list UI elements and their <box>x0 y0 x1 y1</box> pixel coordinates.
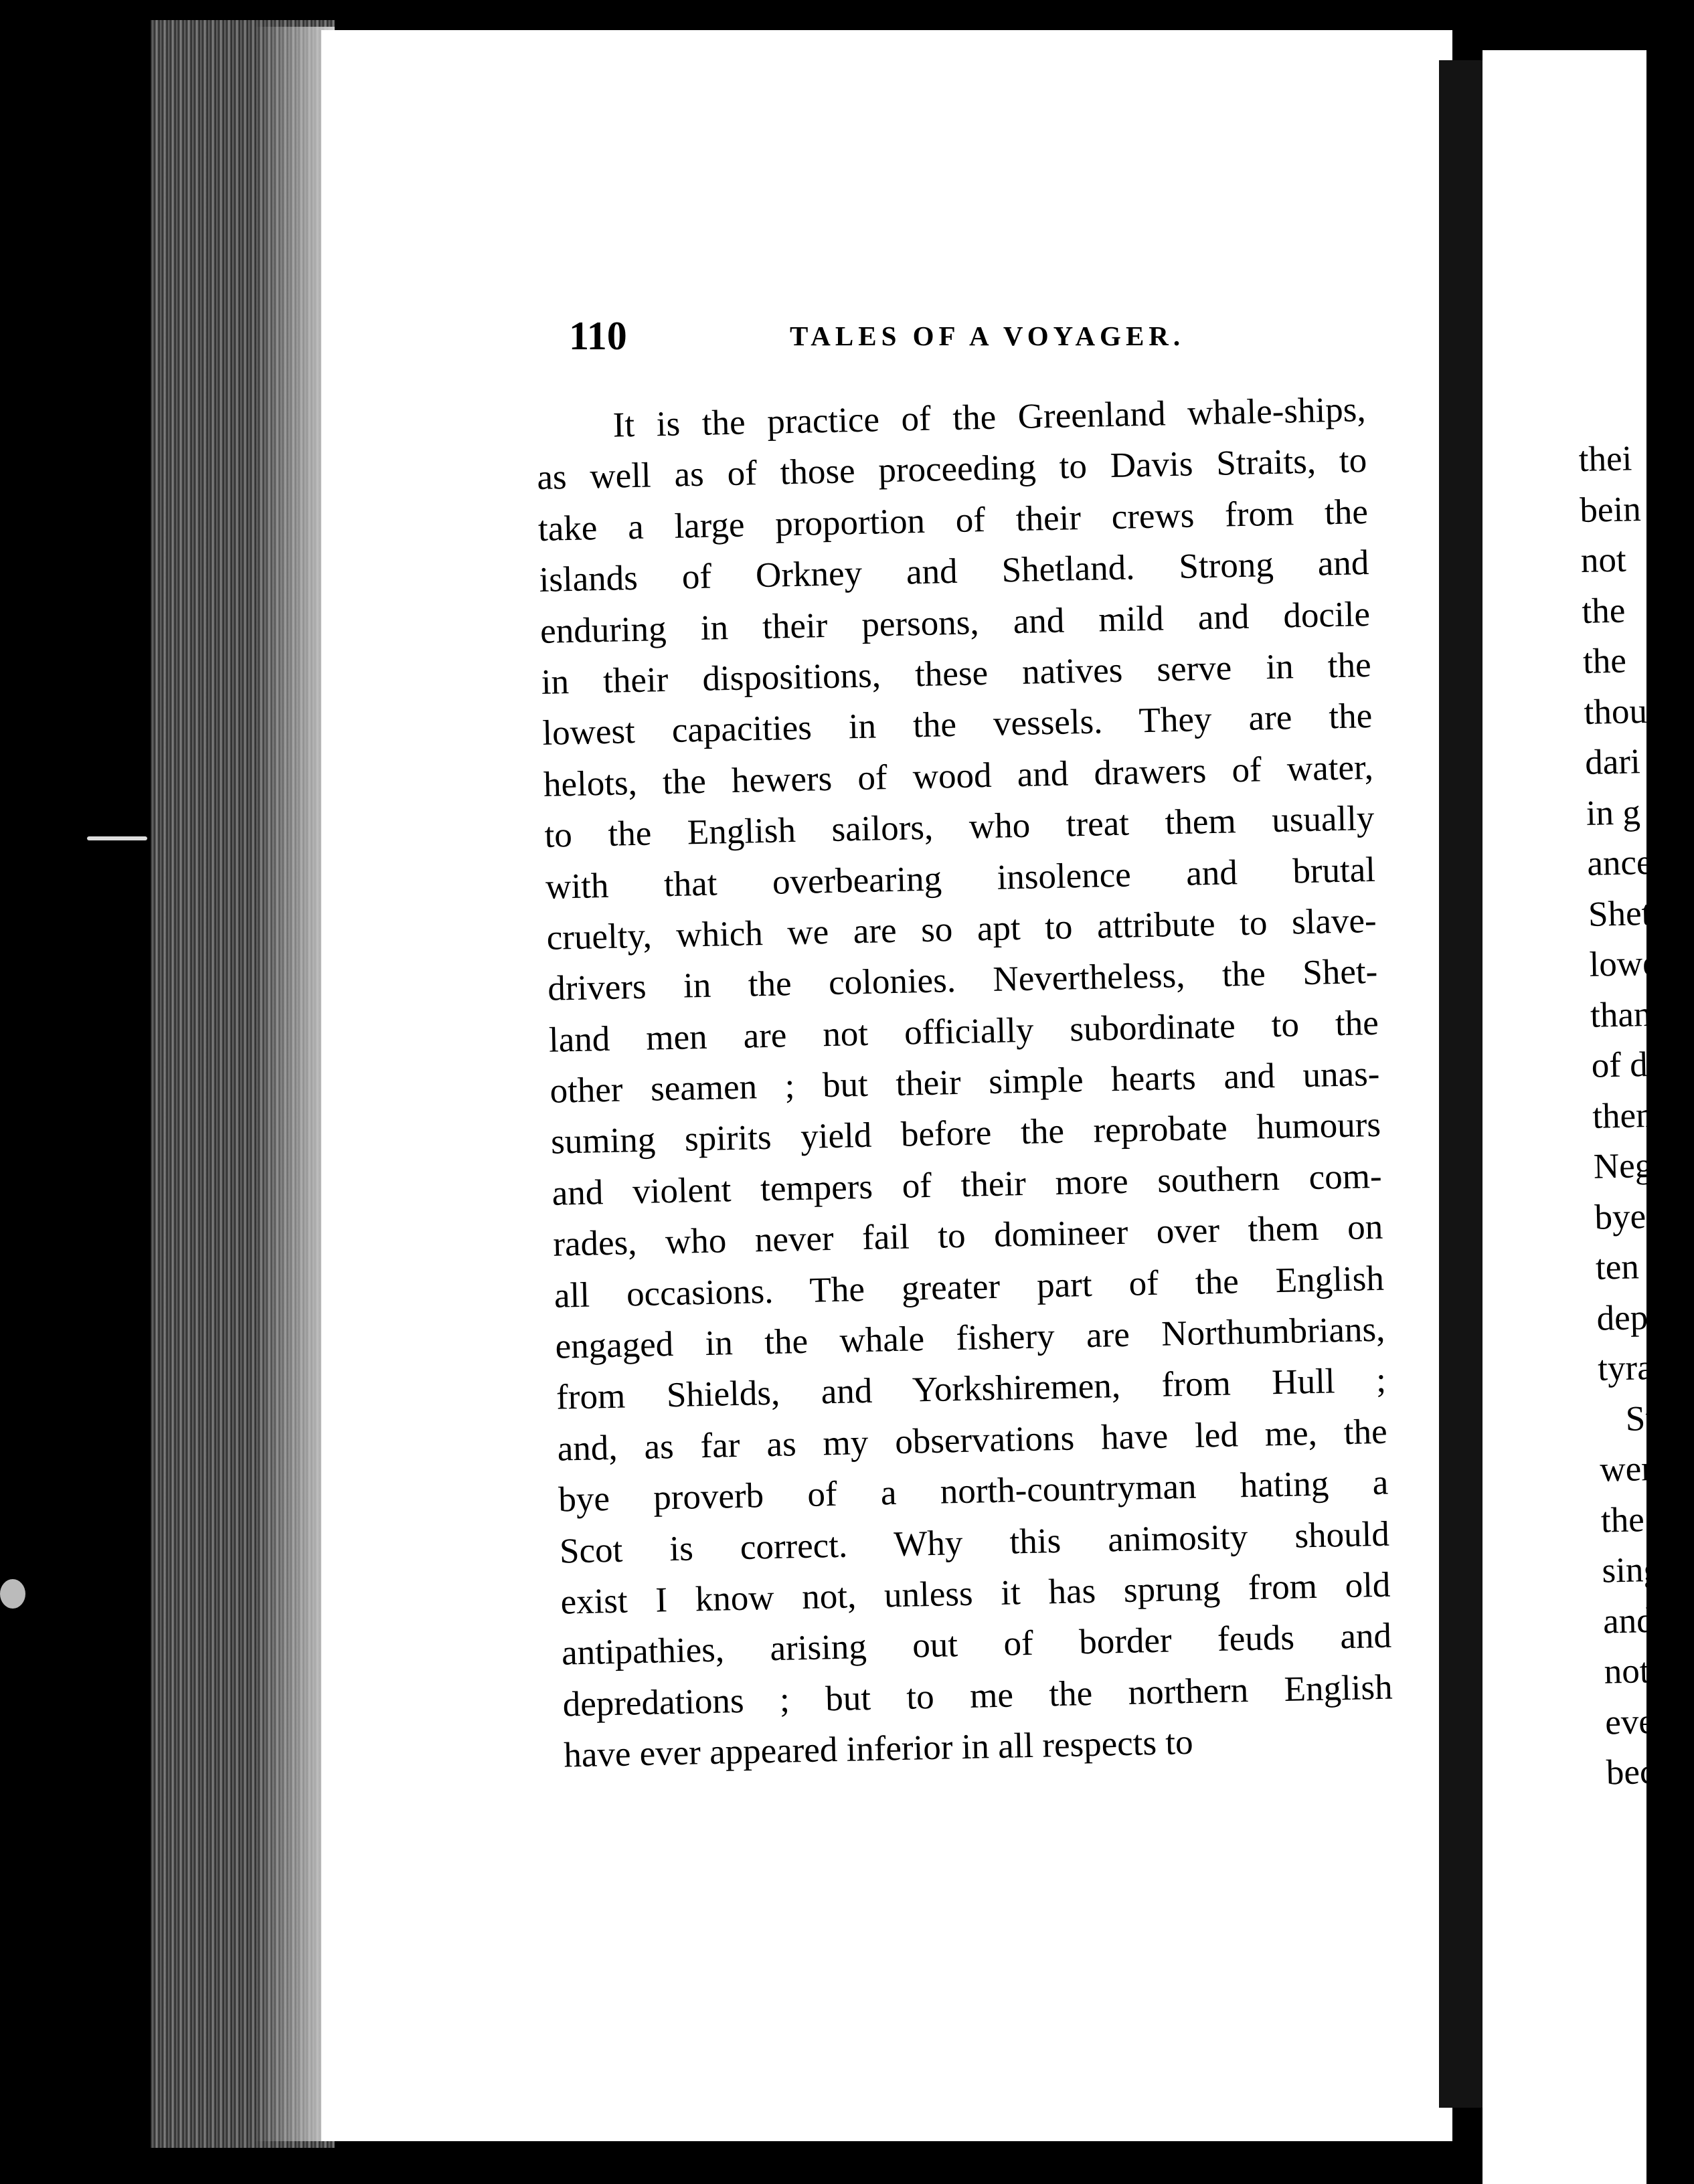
facing-text-line: depr <box>1596 1297 1661 1338</box>
facing-text-line: and <box>1602 1601 1655 1641</box>
text-line: It is the practice of the Greenland whale-ships, <box>612 390 1367 445</box>
text-line: lowest capacities in the vessels. They are the <box>541 697 1373 753</box>
text-line: and, as far as my observations have led me, the <box>557 1412 1388 1469</box>
facing-text-line: were <box>1599 1449 1669 1489</box>
page-number: 110 <box>569 314 627 358</box>
facing-text-line: thou <box>1584 691 1648 732</box>
body-text <box>535 384 1394 1781</box>
page-header <box>569 313 1359 360</box>
facing-text-line: in g <box>1586 792 1641 833</box>
text-line: depredations ; but to me the northern English <box>562 1667 1393 1724</box>
text-line: to the English sailors, who treat them usually <box>543 799 1375 855</box>
facing-text-line: of d <box>1591 1045 1648 1085</box>
facing-text-line: bye- <box>1594 1196 1659 1237</box>
facing-text-line: singl <box>1601 1550 1672 1590</box>
facing-text-line: dari <box>1584 742 1641 782</box>
facing-text-line: ance <box>1586 842 1653 883</box>
facing-text-line: them <box>1592 1095 1664 1136</box>
facing-text-line: Neg <box>1593 1146 1653 1186</box>
text-line: other seamen ; but their simple hearts and unas- <box>549 1054 1380 1111</box>
text-line: and violent tempers of their more southern com- <box>552 1156 1383 1213</box>
text-line: exist I know not, unless it has sprung from old <box>560 1565 1391 1622</box>
text-line: helots, the hewers of wood and drawers of water, <box>543 747 1374 804</box>
facing-text-line: bein <box>1579 489 1642 530</box>
facing-text-line: the <box>1582 641 1627 681</box>
scan-speck <box>87 836 147 840</box>
facing-text-line: than <box>1590 994 1653 1035</box>
text-line: antipathies, arising out of border feuds and <box>561 1617 1392 1673</box>
facing-text-line: Su <box>1625 1398 1664 1439</box>
running-title: TALES OF A VOYAGER. <box>790 321 1185 351</box>
facing-text-line: the <box>1600 1499 1645 1540</box>
facing-text-line: ten <box>1595 1247 1640 1287</box>
text-line: suming spirits yield before the reprobate humours <box>550 1105 1381 1162</box>
text-line: all occasions. The greater part of the English <box>554 1259 1385 1315</box>
facing-text-line: the <box>1581 591 1626 631</box>
facing-text-line: beca <box>1606 1752 1672 1793</box>
facing-text-line: Shet <box>1588 893 1652 934</box>
text-line: cruelty, which we are so apt to attribute to slave- <box>546 901 1377 958</box>
text-line: have ever appeared inferior in all respects to <box>563 1723 1194 1775</box>
facing-text-line: thei <box>1578 439 1632 479</box>
facing-text-line: not <box>1580 540 1627 580</box>
text-line: take a large proportion of their crews from the <box>537 492 1369 549</box>
text-line: from Shields, and Yorkshiremen, from Hull ; <box>556 1361 1387 1418</box>
scan-speck <box>0 1579 25 1609</box>
text-line: islands of Orkney and Shetland. Strong and <box>538 543 1369 600</box>
text-line: as well as of those proceeding to Davis Straits, to <box>536 441 1367 498</box>
gutter-shadow <box>1439 60 1486 2108</box>
text-line: land men are not officially subordinate to the <box>548 1003 1379 1060</box>
text-line: in their dispositions, these natives serve in the <box>541 645 1372 702</box>
facing-text-line: ever, <box>1604 1701 1675 1742</box>
text-line: Scot is correct. Why this animosity should <box>559 1514 1390 1571</box>
text-line: with that overbearing insolence and brutal <box>545 850 1376 907</box>
facing-text-line: notic <box>1604 1651 1676 1692</box>
text-line: rades, who never fail to domineer over them on <box>552 1208 1383 1264</box>
text-line: bye proverb of a north-countryman hating a <box>558 1463 1389 1520</box>
text-line: engaged in the whale fishery are Northumbrians, <box>554 1309 1385 1366</box>
text-line: enduring in their persons, and mild and docile <box>539 594 1371 651</box>
facing-text-line: tyra <box>1597 1348 1654 1388</box>
facing-text-line: lowe <box>1588 943 1659 984</box>
text-line: drivers in the colonies. Nevertheless, the Shet- <box>547 952 1378 1009</box>
